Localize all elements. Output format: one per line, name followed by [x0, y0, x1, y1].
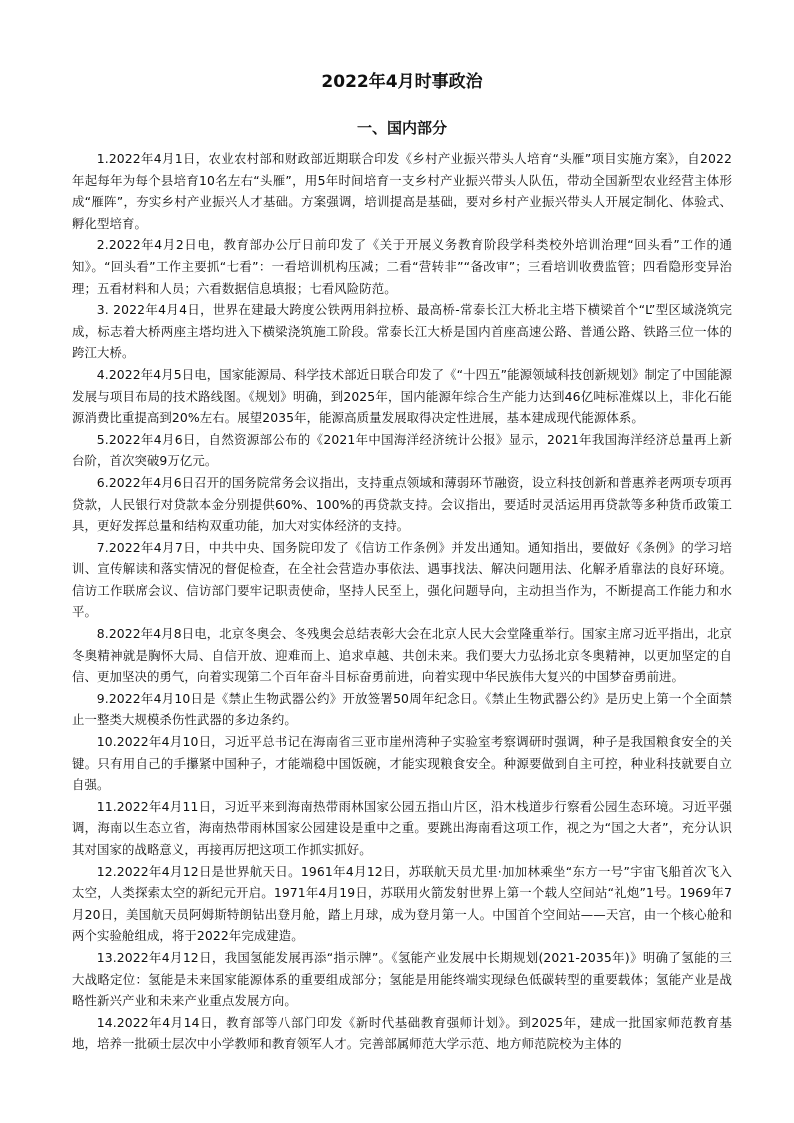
document-title: 2022年4月时事政治 [321, 72, 483, 92]
paragraph-13: 13.2022年4月12日，我国氢能发展再添“指示牌”。《氢能产业发展中长期规划(2021-2035年)》明确了氢能的三大战略定位：氢能是未来国家能源体系的重要组成部分；氢能是用能终端实现绿色低碳转型的重要载体；氢能产业是战略性新兴产业和未来产业重点发展方向。 [72, 949, 732, 1009]
paragraph-14: 14.2022年4月14日，教育部等八部门印发《新时代基础教育强师计划》。到2025年，建成一批国家师范教育基地，培养一批硕士层次中小学教师和教育领军人才。完善部属师范大学示范、地方师范院校为主体的 [72, 1014, 732, 1052]
paragraph-list [72, 148, 732, 1055]
paragraph-1: 1.2022年4月1日，农业农村部和财政部近期联合印发《乡村产业振兴带头人培育“头雁”项目实施方案》，自2022年起每年为每个县培育10名左右“头雁”，用5年时间培育一支乡村产业振兴带头人队伍，带动全国新型农业经营主体形成“雁阵”，夯实乡村产业振兴人才基础。方案强调，培训提高是基础，要对乡村产业振兴带头人开展定制化、体验式、孵化型培育。 [72, 151, 732, 231]
paragraph-6: 6.2022年4月6日召开的国务院常务会议指出，支持重点领域和薄弱环节融资，设立科技创新和普惠养老两项专项再贷款，人民银行对贷款本金分别提供60%、100%的再贷款支持。会议指出，要适时灵活运用再贷款等多种货币政策工具，更好发挥总量和结构双重功能，加大对实体经济的支持。 [72, 474, 732, 534]
document-page [72, 66, 732, 1055]
paragraph-9: 9.2022年4月10日是《禁止生物武器公约》开放签署50周年纪念日。《禁止生物武器公约》是历史上第一个全面禁止一整类大规模杀伤性武器的多边条约。 [72, 690, 732, 728]
paragraph-2: 2.2022年4月2日电，教育部办公厅日前印发了《关于开展义务教育阶段学科类校外培训治理“回头看”工作的通知》。“回头看”工作主要抓“七看”：一看培训机构压减；二看“营转非”“备改审”；三看培训收费监管；四看隐形变异治理；五看材料和人员；六看数据信息填报；七看风险防范。 [72, 237, 732, 296]
paragraph-12: 12.2022年4月12日是世界航天日。1961年4月12日，苏联航天员尤里·加加林乘坐“东方一号”宇宙飞船首次飞入太空，人类探索太空的新纪元开启。1971年4月19日，苏联用火箭发射世界上第一个载人空间站“礼炮”1号。1969年7月20日，美国航天员阿姆斯特朗钻出登月舱，踏上月球，成为登月第一人。中国首个空间站——天宫，由一个核心舱和两个实验舱组成，将于2022年完成建造。 [72, 863, 732, 944]
paragraph-11: 11.2022年4月11日，习近平来到海南热带雨林国家公园五指山片区，沿木栈道步行察看公园生态环境。习近平强调，海南以生态立省，海南热带雨林国家公园建设是重中之重。要跳出海南看这项工作，视之为“国之大者”，充分认识其对国家的战略意义，再接再厉把这项工作抓实抓好。 [72, 798, 732, 857]
paragraph-5: 5.2022年4月6日，自然资源部公布的《2021年中国海洋经济统计公报》显示，2021年我国海洋经济总量再上新台阶，首次突破9万亿元。 [72, 431, 732, 469]
section-title: 一、国内部分 [356, 119, 447, 137]
paragraph-7: 7.2022年4月7日，中共中央、国务院印发了《信访工作条例》并发出通知。通知指出，要做好《条例》的学习培训、宣传解读和落实情况的督促检查，在全社会营造办事依法、遇事找法、解决问题用法、化解矛盾靠法的良好环境。信访工作联席会议、信访部门要牢记职责使命，坚持人民至上，强化问题导向，主动担当作为，不断提高工作能力和水平。 [72, 539, 732, 620]
paragraph-10: 10.2022年4月10日，习近平总书记在海南省三亚市崖州湾种子实验室考察调研时强调，种子是我国粮食安全的关键。只有用自己的手攥紧中国种子，才能端稳中国饭碗，才能实现粮食安全。种源要做到自主可控，种业科技就要自立自强。 [72, 734, 732, 793]
paragraph-3: 3. 2022年4月4日，世界在建最大跨度公铁两用斜拉桥、最高桥-常泰长江大桥北主塔下横梁首个“L”型区域浇筑完成，标志着大桥两座主塔均进入下横梁浇筑施工阶段。常泰长江大桥是国内首座高速公路、普通公路、铁路三位一体的跨江大桥。 [72, 302, 732, 361]
paragraph-4: 4.2022年4月5日电，国家能源局、科学技术部近日联合印发了《“十四五”能源领域科技创新规划》制定了中国能源发展与项目布局的技术路线图。《规划》明确，到2025年，国内能源年综合生产能力达到46亿吨标准煤以上，非化石能源消费比重提高到20%左右。展望2035年，能源高质量发展取得决定性进展，基本建成现代能源体系。 [72, 366, 732, 426]
paragraph-8: 8.2022年4月8日电，北京冬奥会、冬残奥会总结表彰大会在北京人民大会堂隆重举行。国家主席习近平指出，北京冬奥精神就是胸怀大局、自信开放、迎难而上、追求卓越、共创未来。我们要大力弘扬北京冬奥精神，以更加坚定的自信、更加坚决的勇气，向着实现第二个百年奋斗目标奋勇前进，向着实现中华民族伟大复兴的中国梦奋勇前进。 [72, 626, 732, 685]
